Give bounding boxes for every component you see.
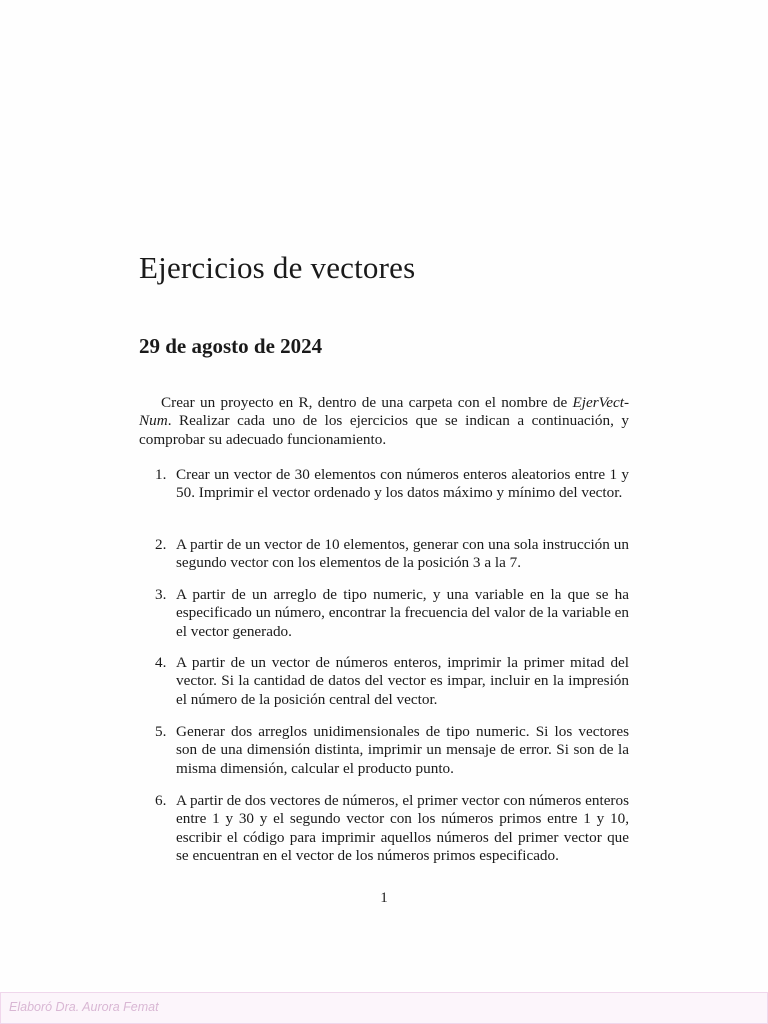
exercise-text: A partir de un arreglo de tipo numeric, y una variable en la que se ha especificado un número, encontrar la frecuencia del valor de la variable en el vector generado. bbox=[176, 586, 629, 640]
intro-paragraph bbox=[139, 394, 629, 449]
footer-bar bbox=[0, 992, 768, 1024]
intro-folder-name: EjerVect-Num bbox=[139, 394, 629, 430]
intro-text-end: . Realizar cada uno de los ejercicios que se indican a continuación, y comprobar su adecuado funcionamiento. bbox=[139, 412, 629, 448]
document-date: 29 de agosto de 2024 bbox=[139, 334, 323, 358]
exercise-text: A partir de un vector de 10 elementos, generar con una sola instrucción un segundo vector con los elementos de la posición 3 a la 7. bbox=[176, 536, 629, 572]
footer-author-text: Elaboró Dra. Aurora Femat bbox=[9, 1000, 159, 1014]
exercise-number: 2. bbox=[155, 536, 167, 553]
exercise-number: 3. bbox=[155, 586, 167, 603]
exercise-number: 6. bbox=[155, 792, 167, 809]
exercise-text: Crear un vector de 30 elementos con números enteros aleatorios entre 1 y 50. Imprimir el vector ordenado y los datos máximo y mínimo del vector. bbox=[176, 466, 629, 502]
page-number: 1 bbox=[380, 890, 388, 906]
exercise-text: A partir de un vector de números enteros, imprimir la primer mitad del vector. Si la cantidad de datos del vector es impar, incluir en la impresión el número de la posición central del vector. bbox=[176, 654, 629, 708]
exercise-number: 1. bbox=[155, 466, 167, 483]
exercise-number: 4. bbox=[155, 654, 167, 671]
exercise-number: 5. bbox=[155, 723, 167, 740]
exercise-text: A partir de dos vectores de números, el primer vector con números enteros entre 1 y 30 y el segundo vector con los números primos entre 1 y 10, escribir el código para imprimir aquellos números del primer vector que se encuentran en el vector de los números primos especificado. bbox=[176, 792, 629, 865]
intro-text-start: Crear un proyecto en R, dentro de una carpeta con el nombre de bbox=[161, 394, 573, 411]
document-title: Ejercicios de vectores bbox=[139, 250, 416, 285]
exercise-text: Generar dos arreglos unidimensionales de tipo numeric. Si los vectores son de una dimensión distinta, imprimir un mensaje de error. Si son de la misma dimensión, calcular el producto punto. bbox=[176, 723, 629, 777]
